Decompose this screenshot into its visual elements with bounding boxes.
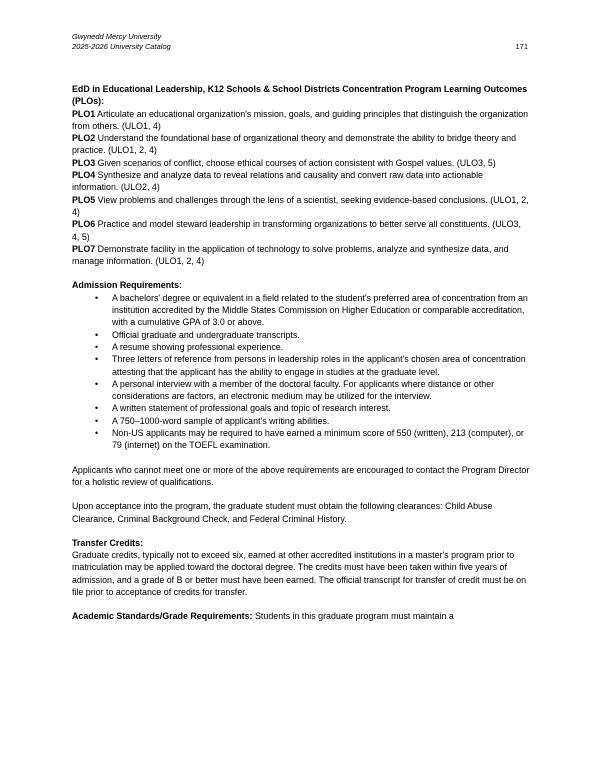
admission-item: • A resume showing professional experience. <box>112 341 530 353</box>
admission-item: • A personal interview with a member of the doctoral faculty. For applicants where distance or other considerations are factors, an electronic medium may be utilized for the interview. <box>112 378 530 403</box>
catalog-title: 2025-2026 University Catalog <box>72 42 171 51</box>
admission-item: • A bachelors' degree or equivalent in a field related to the student's preferred area of concentration from an institution accredited by the Middle States Commission on Higher Education or comparable accreditation, with a cumulative GPA of 3.0 or above. <box>112 292 530 329</box>
admission-item: • Official graduate and undergraduate transcripts. <box>112 329 530 341</box>
plo-item <box>72 157 530 169</box>
admission-list <box>72 292 530 452</box>
admission-note: Applicants who cannot meet one or more of the above requirements are encouraged to contact the Program Director for a holistic review of qualifications. <box>72 464 530 487</box>
plo-label: PLO4 <box>72 170 96 181</box>
plo-heading: EdD in Educational Leadership, K12 Schools & School Districts Concentration Program Learning Outcomes (PLOs): <box>72 84 528 107</box>
plo-text: Given scenarios of conflict, choose ethical courses of action consistent with Gospel values. (ULO3, 5) <box>95 157 496 168</box>
plo-label: PLO6 <box>72 219 96 230</box>
plo-item <box>72 243 530 268</box>
plo-text: View problems and challenges through the lens of a scientist, seeking evidence-based conclusions. (ULO1, 2, 4) <box>72 194 529 217</box>
admission-item: • A 750–1000-word sample of applicant's writing abilities. <box>112 415 530 427</box>
clearances-paragraph: Upon acceptance into the program, the graduate student must obtain the following clearances: Child Abuse Clearance, Criminal Background Check, and Federal Criminal History. <box>72 501 493 524</box>
plo-text: Demonstrate facility in the application of technology to solve problems, analyze and synthesize data, and manage information. (ULO1, 2, 4) <box>72 243 509 267</box>
page-content <box>72 83 530 623</box>
plo-text: Practice and model steward leadership in transforming organizations to better serve all constituents. (ULO3, 4, 5) <box>72 219 521 242</box>
plo-item <box>72 218 530 243</box>
page-number: 171 <box>515 42 528 51</box>
plo-text: Synthesize and analyze data to reveal relations and causality and convert raw data into actionable information. (ULO2, 4) <box>72 170 483 193</box>
plo-text: Articulate an educational organization's mission, goals, and guiding principles that distinguish the organization from others. (ULO1, 4) <box>72 108 529 131</box>
plo-label: PLO1 <box>72 108 96 119</box>
transfer-paragraph: Graduate credits, typically not to exceed six, earned at other accredited institutions in a master's program prior to matriculation may be applied toward the doctoral degree. The credits must have been taken within five years of admission, and a grade of B or better must have been earned. The official transcript for transfer of credit must be on file prior to acceptance of credits for transfer. <box>72 550 527 597</box>
plo-label: PLO7 <box>72 243 96 254</box>
plo-item <box>72 169 530 194</box>
academic-text: Students in this graduate program must maintain a <box>252 611 454 622</box>
admission-item: • A written statement of professional goals and topic of research interest. <box>112 402 530 414</box>
plo-text: Understand the foundational base of organizational theory and demonstrate the ability to bridge theory and practice. (ULO1, 2, 4) <box>72 133 517 156</box>
academic-heading: Academic Standards/Grade Requirements: <box>72 611 253 622</box>
plo-item <box>72 194 530 219</box>
academic-paragraph <box>72 610 530 622</box>
plo-list <box>72 108 530 268</box>
plo-label: PLO3 <box>72 157 96 168</box>
admission-item: • Non-US applicants may be required to have earned a minimum score of 550 (written), 213 (computer), or 79 (internet) on the TOEFL examination. <box>112 427 530 452</box>
plo-label: PLO2 <box>72 133 96 144</box>
transfer-heading: Transfer Credits: <box>72 537 144 548</box>
admission-heading: Admission Requirements: <box>72 280 182 291</box>
plo-label: PLO5 <box>72 194 96 205</box>
plo-item <box>72 132 530 157</box>
plo-item <box>72 108 530 133</box>
university-name: Gwynedd Mercy University <box>72 32 162 41</box>
page-header <box>72 32 528 52</box>
admission-item: • Three letters of reference from persons in leadership roles in the applicant's chosen area of concentration attesting that the applicant has the ability to engage in studies at the graduate level. <box>112 353 530 378</box>
